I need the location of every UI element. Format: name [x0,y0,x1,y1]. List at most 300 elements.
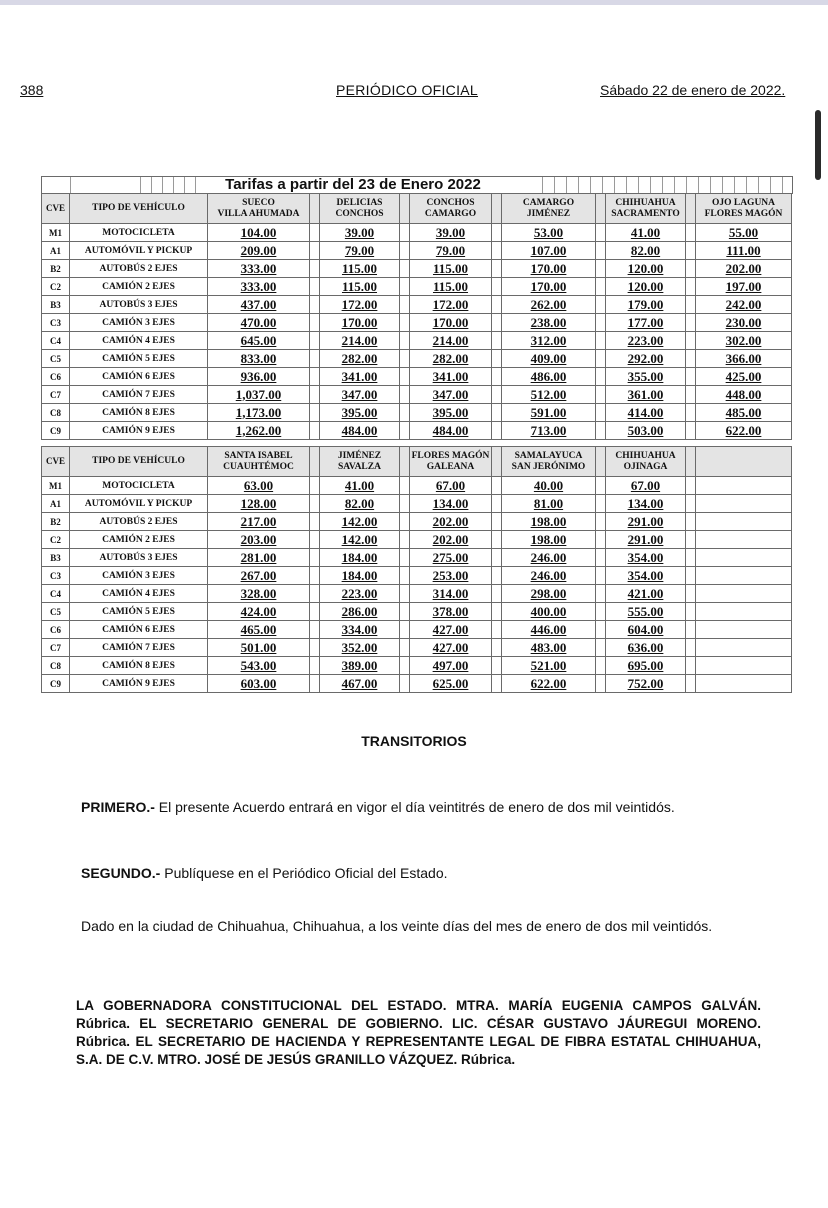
tariff-cell [410,278,492,296]
vehicle-type-cell: CAMIÓN 4 EJES [70,332,208,350]
tariff-cell [502,242,596,260]
tariff-cell [410,621,492,639]
tariff-cell [410,404,492,422]
tariff-cell [502,386,596,404]
spacer-cell [492,350,502,368]
spacer-cell [310,675,320,693]
tariff-value: 414.00 [627,404,664,420]
route-header [696,447,792,477]
cve-cell: C8 [42,657,70,675]
tariff-cell [606,260,686,278]
tariff-cell [696,242,792,260]
tariff-cell [320,585,400,603]
tariff-value: 483.00 [530,639,567,655]
tariff-cell [606,657,686,675]
tariff-value: 395.00 [432,404,469,420]
spacer-cell [686,549,696,567]
tariff-cell [696,675,792,693]
tariff-cell [502,332,596,350]
spacer-cell [400,194,410,224]
spacer-cell [492,621,502,639]
cve-cell: C6 [42,368,70,386]
tariff-cell [410,477,492,495]
table-row [42,314,792,332]
route-header [502,447,596,477]
spacer-cell [400,447,410,477]
tariff-cell [320,404,400,422]
tariff-value: 41.00 [344,477,375,493]
tariff-value: 246.00 [530,567,567,583]
page-number: 388 [20,82,44,98]
tariff-cell [502,477,596,495]
tariff-value: 142.00 [341,513,378,529]
spacer-cell [596,194,606,224]
tariff-cell [410,585,492,603]
tariff-cell [502,495,596,513]
tariff-value: 203.00 [240,531,277,547]
spacer-cell [400,386,410,404]
cve-cell: C7 [42,386,70,404]
route-header-line1: CHIHUAHUA [615,450,676,461]
tariff-value: 115.00 [341,278,378,294]
spacer-cell [310,260,320,278]
spacer-cell [492,513,502,531]
tariff-cell [696,531,792,549]
tariff-value: 521.00 [530,657,567,673]
tariff-cell [696,260,792,278]
route-header-line1: SUECO [242,197,275,208]
tariff-cell [696,621,792,639]
route-header [208,194,310,224]
spacer-cell [310,621,320,639]
cve-cell: C3 [42,314,70,332]
spacer-cell [400,639,410,657]
tariff-value: 202.00 [432,531,469,547]
spacer-cell [492,278,502,296]
route-header-line1: CHIHUAHUA [615,197,676,208]
cve-cell: C2 [42,531,70,549]
tariff-value: 292.00 [627,350,664,366]
route-header-line2: VILLA AHUMADA [217,208,300,219]
route-header [208,447,310,477]
cve-cell: C9 [42,422,70,440]
table-header-row [42,194,792,224]
cve-cell: B3 [42,296,70,314]
tariff-cell [606,621,686,639]
tariff-cell [696,422,792,440]
tariff-cell [208,603,310,621]
vehicle-type-cell: AUTOBÚS 3 EJES [70,549,208,567]
tariff-cell [320,675,400,693]
tariff-value: 400.00 [530,603,567,619]
tariff-value: 39.00 [344,224,375,240]
vehicle-type-cell: CAMIÓN 8 EJES [70,404,208,422]
tariff-value: 115.00 [432,278,469,294]
route-header-line1: CAMARGO [522,197,575,208]
tariff-value: 184.00 [341,549,378,565]
tariff-cell [320,567,400,585]
tariff-cell [320,278,400,296]
tariff-cell [696,639,792,657]
tariff-value: 302.00 [725,332,762,348]
table-header-row [42,447,792,477]
spacer-cell [686,404,696,422]
tariff-value: 427.00 [432,621,469,637]
spacer-cell [400,422,410,440]
tariff-cell [208,332,310,350]
tariff-cell [410,224,492,242]
tariff-value: 328.00 [240,585,277,601]
spacer-cell [492,585,502,603]
vehicle-type-cell: CAMIÓN 4 EJES [70,585,208,603]
tariff-cell [410,296,492,314]
primero-text: El presente Acuerdo entrará en vigor el día veintitrés de enero de dos mil veintidós. [154,799,675,815]
tariff-cell [606,675,686,693]
tariff-cell [606,368,686,386]
tariff-cell [320,422,400,440]
spacer-cell [492,477,502,495]
publication-date: Sábado 22 de enero de 2022. [600,82,786,98]
cve-cell: C5 [42,350,70,368]
cve-cell: M1 [42,224,70,242]
tariff-value: 253.00 [432,567,469,583]
tariff-value: 355.00 [627,368,664,384]
spacer-cell [400,567,410,585]
spacer-cell [492,422,502,440]
tariff-value: 334.00 [341,621,378,637]
tariff-value: 424.00 [240,603,277,619]
tariff-cell [696,495,792,513]
spacer-cell [492,639,502,657]
tariff-value: 39.00 [435,224,466,240]
tariff-cell [606,350,686,368]
spacer-cell [596,422,606,440]
tariff-value: 497.00 [432,657,469,673]
spacer-cell [596,242,606,260]
tariff-value: 170.00 [341,314,378,330]
tariff-cell [502,513,596,531]
tariff-cell [606,386,686,404]
vehicle-type-cell: CAMIÓN 7 EJES [70,639,208,657]
tariff-value: 421.00 [627,585,664,601]
spacer-cell [310,603,320,621]
route-header [410,447,492,477]
vehicle-type-cell: MOTOCICLETA [70,224,208,242]
top-edge-bar [0,0,828,5]
tariff-cell [410,657,492,675]
tariff-cell [320,332,400,350]
tariff-cell [208,477,310,495]
tariff-cell [208,350,310,368]
cve-cell: C4 [42,332,70,350]
tariff-cell [502,404,596,422]
tariff-cell [502,639,596,657]
spacer-cell [492,224,502,242]
tariff-cell [696,386,792,404]
spacer-cell [400,531,410,549]
tariff-value: 128.00 [240,495,277,511]
tariff-value: 238.00 [530,314,567,330]
segundo-paragraph [81,862,753,884]
tariff-cell [502,278,596,296]
spacer-cell [686,314,696,332]
tariff-value: 81.00 [533,495,564,511]
tariff-value: 197.00 [725,278,762,294]
tariff-value: 713.00 [530,422,567,438]
col-cve-header: CVE [42,447,70,477]
tariff-cell [208,386,310,404]
route-header-line2: SAN JERÓNIMO [511,461,586,472]
tariff-cell [320,603,400,621]
tariff-value: 111.00 [726,242,761,258]
spacer-cell [596,386,606,404]
tariff-cell [208,404,310,422]
tariff-value: 501.00 [240,639,277,655]
spacer-cell [310,495,320,513]
spacer-cell [400,242,410,260]
spacer-cell [400,350,410,368]
spacer-cell [686,657,696,675]
spacer-cell [400,657,410,675]
spacer-cell [492,260,502,278]
vehicle-type-cell: CAMIÓN 3 EJES [70,314,208,332]
table-row [42,513,792,531]
segundo-text: Publíquese en el Periódico Oficial del Estado. [160,865,448,881]
tariff-cell [320,549,400,567]
route-header [410,194,492,224]
tariff-value: 242.00 [725,296,762,312]
tariff-value: 262.00 [530,296,567,312]
tariff-cell [320,350,400,368]
tariff-value: 465.00 [240,621,277,637]
spacer-cell [596,332,606,350]
spacer-cell [492,296,502,314]
table-row [42,567,792,585]
tariff-cell [208,422,310,440]
tariff-cell [410,549,492,567]
tariff-cell [606,513,686,531]
cve-cell: B2 [42,260,70,278]
tariff-cell [606,332,686,350]
spacer-cell [310,531,320,549]
tariff-cell [502,657,596,675]
tariff-cell [502,531,596,549]
tariff-value: 67.00 [435,477,466,493]
tariff-value: 217.00 [240,513,277,529]
table-row [42,332,792,350]
table-row [42,621,792,639]
spacer-cell [596,278,606,296]
tariff-cell [410,531,492,549]
cve-cell: M1 [42,477,70,495]
tariff-value: 67.00 [630,477,661,493]
tariff-value: 378.00 [432,603,469,619]
table-row [42,639,792,657]
route-header [320,447,400,477]
spacer-cell [596,296,606,314]
table-row [42,296,792,314]
route-header-line1: OJO LAGUNA [711,197,776,208]
route-header-line1: SANTA ISABEL [224,450,293,461]
spacer-cell [596,675,606,693]
spacer-cell [596,621,606,639]
spacer-cell [492,242,502,260]
tariff-value: 179.00 [627,296,664,312]
tariff-cell [606,567,686,585]
spacer-cell [492,603,502,621]
table-row [42,278,792,296]
tariff-value: 41.00 [630,224,661,240]
route-header-line1: JIMÉNEZ [337,450,382,461]
tariff-value: 591.00 [530,404,567,420]
tariff-value: 170.00 [530,260,567,276]
tariff-value: 142.00 [341,531,378,547]
table-row [42,549,792,567]
tariff-value: 55.00 [728,224,759,240]
table-row [42,495,792,513]
tariff-value: 555.00 [627,603,664,619]
tariff-value: 1,262.00 [235,422,282,438]
spacer-cell [596,495,606,513]
cve-cell: C9 [42,675,70,693]
spacer-cell [686,585,696,603]
tariff-cell [606,639,686,657]
tariff-value: 198.00 [530,531,567,547]
tariff-cell [320,477,400,495]
vehicle-type-cell: AUTOBÚS 3 EJES [70,296,208,314]
primero-label: PRIMERO.- [81,799,155,815]
spacer-cell [400,332,410,350]
spacer-cell [310,224,320,242]
tariff-value: 281.00 [240,549,277,565]
spacer-cell [596,549,606,567]
spacer-cell [492,531,502,549]
tariff-cell [502,549,596,567]
tariff-cell [320,621,400,639]
tariff-value: 202.00 [725,260,762,276]
tariff-value: 115.00 [341,260,378,276]
tariff-value: 333.00 [240,278,277,294]
tariff-cell [606,549,686,567]
spacer-cell [400,549,410,567]
tariff-value: 282.00 [341,350,378,366]
spacer-cell [686,621,696,639]
tariff-value: 82.00 [630,242,661,258]
route-header-line2: FLORES MAGÓN [704,208,783,219]
spacer-cell [310,447,320,477]
table-title: Tarifas a partir del 23 de Enero 2022 [225,176,481,193]
table-row [42,368,792,386]
tariff-cell [208,675,310,693]
tariff-cell [208,531,310,549]
spacer-cell [310,242,320,260]
tariff-cell [606,603,686,621]
spacer-cell [492,386,502,404]
tariff-table-2 [41,446,792,693]
tariff-value: 512.00 [530,386,567,402]
tariff-value: 695.00 [627,657,664,673]
tariff-cell [696,314,792,332]
tariff-cell [320,386,400,404]
tariff-value: 936.00 [240,368,277,384]
tariff-cell [606,495,686,513]
tariff-value: 40.00 [533,477,564,493]
tariff-value: 79.00 [435,242,466,258]
cve-cell: B2 [42,513,70,531]
route-header-line2: JIMÉNEZ [526,208,571,219]
spacer-cell [400,404,410,422]
tariff-cell [696,224,792,242]
col-tipo-header: TIPO DE VEHÍCULO [70,447,208,477]
tariff-value: 115.00 [432,260,469,276]
spacer-cell [492,675,502,693]
tariff-value: 170.00 [530,278,567,294]
spacer-cell [686,242,696,260]
tariff-value: 409.00 [530,350,567,366]
tariff-value: 214.00 [341,332,378,348]
spacer-cell [686,447,696,477]
tariff-value: 170.00 [432,314,469,330]
route-header-line2: GALEANA [426,461,475,472]
vehicle-type-cell: CAMIÓN 2 EJES [70,278,208,296]
spacer-cell [686,477,696,495]
tariff-cell [502,350,596,368]
tariff-value: 437.00 [240,296,277,312]
tariff-cell [410,386,492,404]
spacer-cell [596,639,606,657]
tariff-value: 120.00 [627,278,664,294]
tariff-value: 202.00 [432,513,469,529]
tariff-cell [410,567,492,585]
tariff-value: 291.00 [627,531,664,547]
tariff-cell [320,314,400,332]
route-header-line1: SAMALAYUCA [514,450,583,461]
spacer-cell [686,675,696,693]
tariff-value: 543.00 [240,657,277,673]
spacer-cell [596,260,606,278]
tariff-value: 223.00 [627,332,664,348]
table-row [42,675,792,693]
col-cve-header: CVE [42,194,70,224]
tariff-cell [606,531,686,549]
tariff-value: 636.00 [627,639,664,655]
tariff-cell [696,513,792,531]
scrollbar-thumb[interactable] [815,110,821,180]
vehicle-type-cell: CAMIÓN 2 EJES [70,531,208,549]
spacer-cell [310,477,320,495]
primero-paragraph [81,796,753,818]
tariff-cell [208,585,310,603]
tariff-cell [606,224,686,242]
vehicle-type-cell: CAMIÓN 3 EJES [70,567,208,585]
vehicle-type-cell: CAMIÓN 9 EJES [70,422,208,440]
tariff-cell [410,350,492,368]
spacer-cell [310,657,320,675]
tariff-cell [502,621,596,639]
tariff-cell [502,675,596,693]
tariff-value: 389.00 [341,657,378,673]
spacer-cell [492,368,502,386]
table-row [42,260,792,278]
tariff-cell [502,567,596,585]
spacer-cell [596,350,606,368]
spacer-cell [310,194,320,224]
tariff-value: 347.00 [341,386,378,402]
route-header-line1: FLORES MAGÓN [411,450,490,461]
tariff-cell [606,422,686,440]
cve-cell: A1 [42,242,70,260]
tariff-value: 622.00 [725,422,762,438]
